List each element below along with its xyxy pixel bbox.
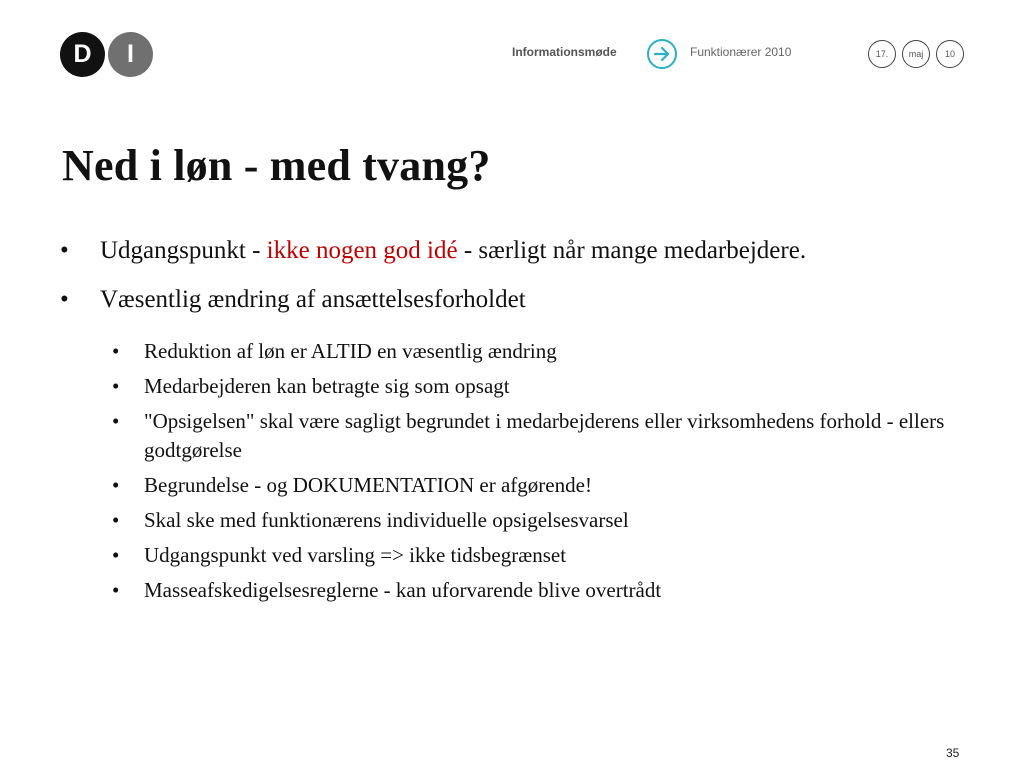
header-subtitle: Funktionærer 2010 <box>690 45 792 59</box>
header-topic: Informationsmøde <box>512 45 617 59</box>
slide-title: Ned i løn - med tvang? <box>62 141 491 190</box>
sub-bullet-item: • "Opsigelsen" skal være sagligt begrundet i medarbejderens eller virksomhedens forhold - ellers godtgørelse <box>112 407 1002 465</box>
main-bullet-list <box>60 236 1010 334</box>
sub-bullet-item: • Reduktion af løn er ALTID en væsentlig ændring <box>112 337 1002 366</box>
logo-letter-d: D <box>60 32 105 77</box>
date-day-badge: 17. <box>868 40 896 68</box>
sub-bullet-list <box>112 337 1002 611</box>
date-year-badge: 10 <box>936 40 964 68</box>
arrow-right-circle-icon <box>646 38 678 70</box>
sub-bullet-item: • Masseafskedigelsesreglerne - kan uforvarende blive overtrådt <box>112 576 1002 605</box>
bullet-item: • Væsentlig ændring af ansættelsesforholdet <box>60 285 1010 315</box>
bullet-text-post: - særligt når mange medarbejdere. <box>457 237 807 264</box>
bullet-item <box>60 236 1010 266</box>
sub-bullet-item: • Begrundelse - og DOKUMENTATION er afgørende! <box>112 471 1002 500</box>
sub-bullet-item: • Udgangspunkt ved varsling => ikke tidsbegrænset <box>112 541 1002 570</box>
bullet-text-pre: Udgangspunkt - <box>100 237 267 264</box>
page-number: 35 <box>946 746 960 760</box>
sub-bullet-item: • Skal ske med funktionærens individuelle opsigelsesvarsel <box>112 506 1002 535</box>
date-month-badge: maj <box>902 40 930 68</box>
sub-bullet-item: • Medarbejderen kan betragte sig som opsagt <box>112 372 1002 401</box>
bullet-highlight: ikke nogen god idé <box>266 237 458 264</box>
logo-letter-i: I <box>108 32 153 77</box>
